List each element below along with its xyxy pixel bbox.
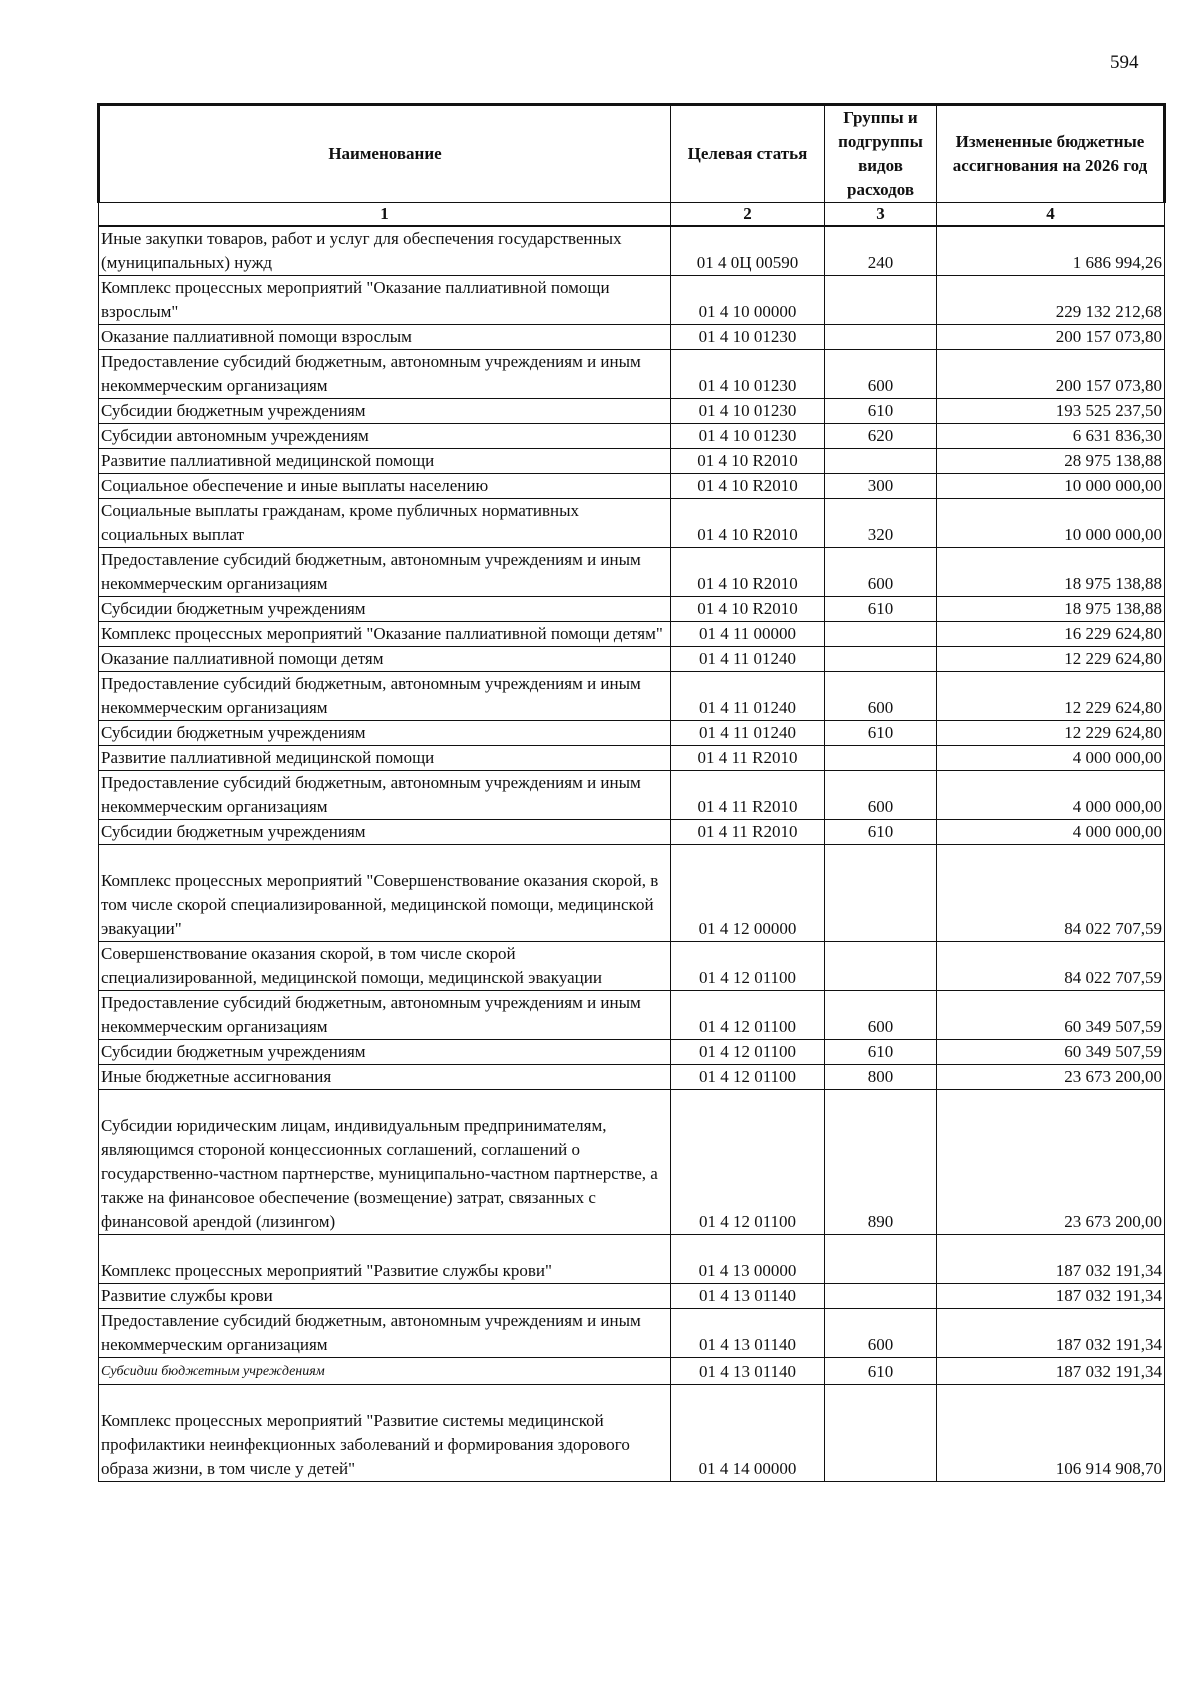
row-code: 01 4 11 01240 [671,647,825,672]
row-amount: 84 022 707,59 [937,845,1165,942]
row-name: Комплекс процессных мероприятий "Оказание паллиативной помощи детям" [99,622,671,647]
column-number: 3 [825,203,937,227]
row-amount: 23 673 200,00 [937,1090,1165,1235]
row-amount: 16 229 624,80 [937,622,1165,647]
row-code: 01 4 10 01230 [671,325,825,350]
row-code: 01 4 14 00000 [671,1385,825,1482]
header-expense-groups: Группы и подгруппы видов расходов [825,105,937,203]
row-name: Субсидии бюджетным учреждениям [99,597,671,622]
row-amount: 60 349 507,59 [937,991,1165,1040]
table-row [99,746,1165,771]
row-name: Социальное обеспечение и иные выплаты населению [99,474,671,499]
row-group [825,1284,937,1309]
row-amount: 12 229 624,80 [937,672,1165,721]
table-row [99,1385,1165,1482]
row-group: 620 [825,424,937,449]
row-group [825,449,937,474]
row-group [825,276,937,325]
row-code: 01 4 0Ц 00590 [671,226,825,276]
row-name: Иные закупки товаров, работ и услуг для обеспечения государственных (муниципальных) нужд [99,226,671,276]
row-name: Оказание паллиативной помощи взрослым [99,325,671,350]
row-name: Предоставление субсидий бюджетным, автономным учреждениям и иным некоммерческим организациям [99,771,671,820]
row-code: 01 4 10 01230 [671,399,825,424]
table-row [99,597,1165,622]
row-group [825,1235,937,1284]
row-group: 800 [825,1065,937,1090]
row-amount: 1 686 994,26 [937,226,1165,276]
row-amount: 200 157 073,80 [937,350,1165,399]
row-name: Предоставление субсидий бюджетным, автономным учреждениям и иным некоммерческим организациям [99,672,671,721]
row-group: 600 [825,548,937,597]
table-row [99,647,1165,672]
row-group: 610 [825,1040,937,1065]
row-group: 890 [825,1090,937,1235]
row-group: 600 [825,350,937,399]
table-row [99,721,1165,746]
row-code: 01 4 10 R2010 [671,499,825,548]
row-code: 01 4 12 01100 [671,1040,825,1065]
row-code: 01 4 13 01140 [671,1358,825,1385]
table-row [99,474,1165,499]
row-amount: 60 349 507,59 [937,1040,1165,1065]
row-code: 01 4 13 01140 [671,1284,825,1309]
row-amount: 187 032 191,34 [937,1358,1165,1385]
table-row [99,1090,1165,1235]
row-code: 01 4 12 01100 [671,1090,825,1235]
row-amount: 18 975 138,88 [937,548,1165,597]
row-amount: 106 914 908,70 [937,1385,1165,1482]
table-row [99,820,1165,845]
row-amount: 4 000 000,00 [937,820,1165,845]
row-name: Развитие службы крови [99,1284,671,1309]
row-group [825,1385,937,1482]
table-row [99,1284,1165,1309]
row-amount: 10 000 000,00 [937,499,1165,548]
column-number: 4 [937,203,1165,227]
row-code: 01 4 10 01230 [671,350,825,399]
row-code: 01 4 11 00000 [671,622,825,647]
row-amount: 18 975 138,88 [937,597,1165,622]
row-code: 01 4 10 R2010 [671,597,825,622]
table-row [99,1040,1165,1065]
row-name: Комплекс процессных мероприятий "Совершенствование оказания скорой, в том числе скорой специализированной, медицинской помощи, медицинской эвакуации" [99,845,671,942]
row-code: 01 4 10 R2010 [671,548,825,597]
row-name: Субсидии бюджетным учреждениям [99,1040,671,1065]
header-target-article: Целевая статья [671,105,825,203]
row-code: 01 4 11 01240 [671,672,825,721]
row-name: Иные бюджетные ассигнования [99,1065,671,1090]
row-amount: 4 000 000,00 [937,771,1165,820]
table-row [99,548,1165,597]
row-group [825,647,937,672]
row-code: 01 4 11 R2010 [671,820,825,845]
row-group: 600 [825,771,937,820]
row-name: Комплекс процессных мероприятий "Развитие системы медицинской профилактики неинфекционных заболеваний и формирования здорового образа жизни, в том числе у детей" [99,1385,671,1482]
row-amount: 229 132 212,68 [937,276,1165,325]
row-amount: 12 229 624,80 [937,647,1165,672]
row-group: 610 [825,820,937,845]
row-name: Социальные выплаты гражданам, кроме публичных нормативных социальных выплат [99,499,671,548]
row-code: 01 4 11 R2010 [671,771,825,820]
row-name: Предоставление субсидий бюджетным, автономным учреждениям и иным некоммерческим организациям [99,350,671,399]
row-group: 600 [825,991,937,1040]
table-row [99,1065,1165,1090]
table-row [99,845,1165,942]
row-code: 01 4 10 01230 [671,424,825,449]
row-group: 610 [825,721,937,746]
row-amount: 28 975 138,88 [937,449,1165,474]
row-code: 01 4 10 R2010 [671,474,825,499]
table-row [99,350,1165,399]
row-amount: 23 673 200,00 [937,1065,1165,1090]
row-amount: 200 157 073,80 [937,325,1165,350]
row-code: 01 4 10 R2010 [671,449,825,474]
row-name: Субсидии бюджетным учреждениям [99,721,671,746]
row-code: 01 4 12 01100 [671,991,825,1040]
row-group: 610 [825,1358,937,1385]
table-row [99,325,1165,350]
row-group: 610 [825,399,937,424]
row-name: Предоставление субсидий бюджетным, автономным учреждениям и иным некоммерческим организациям [99,991,671,1040]
row-code: 01 4 11 01240 [671,721,825,746]
table-row [99,499,1165,548]
page-number: 594 [1110,52,1139,73]
row-name: Предоставление субсидий бюджетным, автономным учреждениям и иным некоммерческим организациям [99,1309,671,1358]
row-code: 01 4 10 00000 [671,276,825,325]
row-name [99,1358,671,1385]
row-amount: 187 032 191,34 [937,1284,1165,1309]
row-name-text: Субсидии бюджетным учреждениям [101,1364,325,1379]
row-code: 01 4 13 00000 [671,1235,825,1284]
row-group: 610 [825,597,937,622]
table-row [99,622,1165,647]
table-header-row [99,105,1165,203]
table-row [99,991,1165,1040]
row-name: Субсидии юридическим лицам, индивидуальным предпринимателям, являющимся стороной концессионных соглашений, соглашений о государственно-частном партнерстве, муниципально-частном партнерстве, а также на финансовое обеспечение (возмещение) затрат, связанных с финансовой арендой (лизингом) [99,1090,671,1235]
row-amount: 10 000 000,00 [937,474,1165,499]
table-row [99,1309,1165,1358]
row-group [825,325,937,350]
table-row [99,449,1165,474]
table-row [99,226,1165,276]
row-amount: 187 032 191,34 [937,1309,1165,1358]
row-code: 01 4 12 00000 [671,845,825,942]
row-amount: 6 631 836,30 [937,424,1165,449]
row-amount: 84 022 707,59 [937,942,1165,991]
table-row [99,771,1165,820]
row-code: 01 4 12 01100 [671,1065,825,1090]
table-row [99,1358,1165,1385]
row-name: Субсидии автономным учреждениям [99,424,671,449]
row-group: 600 [825,672,937,721]
row-name: Субсидии бюджетным учреждениям [99,820,671,845]
table-row [99,276,1165,325]
row-amount: 193 525 237,50 [937,399,1165,424]
row-group: 320 [825,499,937,548]
row-group: 300 [825,474,937,499]
row-name: Субсидии бюджетным учреждениям [99,399,671,424]
column-number: 1 [99,203,671,227]
table-row [99,1235,1165,1284]
row-name: Комплекс процессных мероприятий "Развитие службы крови" [99,1235,671,1284]
budget-table [97,103,1166,1482]
row-name: Развитие паллиативной медицинской помощи [99,449,671,474]
row-group [825,746,937,771]
table-row [99,942,1165,991]
row-group [825,622,937,647]
row-name: Развитие паллиативной медицинской помощи [99,746,671,771]
header-name: Наименование [99,105,671,203]
table-row [99,672,1165,721]
table-row [99,399,1165,424]
row-amount: 12 229 624,80 [937,721,1165,746]
row-code: 01 4 13 01140 [671,1309,825,1358]
header-allocations: Измененные бюджетные ассигнования на 2026 год [937,105,1165,203]
column-number: 2 [671,203,825,227]
row-name: Комплекс процессных мероприятий "Оказание паллиативной помощи взрослым" [99,276,671,325]
row-code: 01 4 12 01100 [671,942,825,991]
row-group [825,845,937,942]
row-name: Совершенствование оказания скорой, в том числе скорой специализированной, медицинской помощи, медицинской эвакуации [99,942,671,991]
column-number-row [99,203,1165,227]
row-group [825,942,937,991]
row-name: Оказание паллиативной помощи детям [99,647,671,672]
row-amount: 187 032 191,34 [937,1235,1165,1284]
row-group: 600 [825,1309,937,1358]
row-amount: 4 000 000,00 [937,746,1165,771]
row-group: 240 [825,226,937,276]
table-row [99,424,1165,449]
row-code: 01 4 11 R2010 [671,746,825,771]
row-name: Предоставление субсидий бюджетным, автономным учреждениям и иным некоммерческим организациям [99,548,671,597]
